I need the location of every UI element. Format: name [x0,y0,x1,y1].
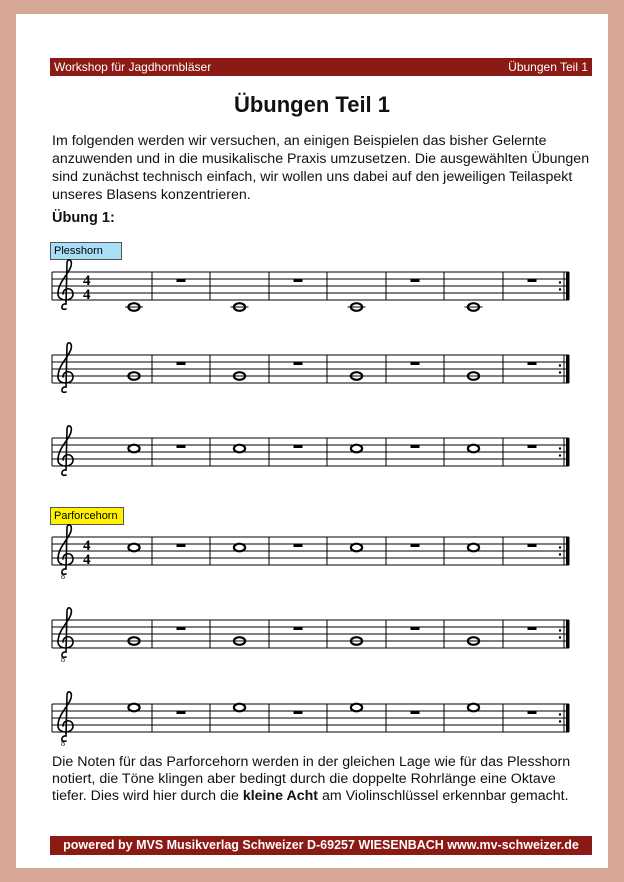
repeat-dot [559,281,561,283]
whole-rest-icon [177,279,186,282]
treble-clef-icon [58,343,73,392]
whole-rest-icon [177,362,186,365]
whole-rest-icon [411,711,420,714]
whole-rest-icon [528,445,537,448]
whole-rest-icon [294,362,303,365]
whole-rest-icon [294,445,303,448]
whole-rest-icon [528,627,537,630]
intro-paragraph: Im folgenden werden wir versuchen, an einigen Beispielen das bisher Gelernte anzuwenden und in die musikalische Praxis umzusetzen. Die ausgewählten Übungen sind zunächst technisch einfach, wir wollen uns dabei auf den jeweiligen Teilaspekt unseres Blasens konzentrieren. [52,133,590,203]
treble-clef-icon [58,608,73,657]
treble-clef-icon [58,260,73,309]
time-signature-top: 4 [83,538,91,554]
whole-note-icon [351,544,362,552]
plesshorn-label: Plesshorn [50,242,122,260]
footer-paragraph [52,754,592,805]
repeat-dot [559,288,561,290]
repeat-dot [559,553,561,555]
treble-clef-icon [58,692,73,741]
whole-note-icon [234,704,245,712]
footer-text-bold: kleine Acht [242,788,318,804]
repeat-dot [559,546,561,548]
whole-note-icon [234,544,245,552]
whole-note-icon [468,544,479,552]
repeat-dot [559,454,561,456]
whole-rest-icon [528,544,537,547]
repeat-dot [559,713,561,715]
whole-note-icon [351,704,362,712]
whole-rest-icon [177,711,186,714]
whole-rest-icon [528,362,537,365]
music-score [16,14,608,868]
time-signature-bottom: 4 [83,287,91,303]
repeat-dot [559,364,561,366]
whole-note-icon [234,445,245,453]
whole-rest-icon [294,544,303,547]
time-signature-bottom: 4 [83,552,91,568]
whole-note-icon [468,704,479,712]
final-thick-bar [566,537,570,565]
exercise-label: Übung 1: [52,210,115,226]
page [16,14,608,868]
final-thick-bar [566,438,570,466]
final-thick-bar [566,272,570,300]
time-signature-top: 4 [83,273,91,289]
repeat-dot [559,629,561,631]
treble-clef-icon [58,525,73,574]
whole-rest-icon [411,544,420,547]
whole-rest-icon [177,627,186,630]
whole-rest-icon [294,627,303,630]
whole-rest-icon [177,445,186,448]
footer-bar: powered by MVS Musikverlag Schweizer D-69257 WIESENBACH www.mv-schweizer.de [50,836,592,855]
repeat-dot [559,720,561,722]
whole-rest-icon [294,711,303,714]
parforcehorn-label: Parforcehorn [50,507,124,525]
whole-rest-icon [411,362,420,365]
treble-clef-icon [58,426,73,475]
whole-rest-icon [177,544,186,547]
octave-mark: 8 [61,572,65,581]
whole-rest-icon [411,279,420,282]
header-section-title: Übungen Teil 1 [508,60,588,74]
repeat-dot [559,371,561,373]
whole-rest-icon [294,279,303,282]
octave-mark: 8 [61,655,65,664]
whole-note-icon [351,445,362,453]
whole-note-icon [128,704,139,712]
repeat-dot [559,636,561,638]
whole-rest-icon [528,279,537,282]
final-thick-bar [566,704,570,732]
final-thick-bar [566,355,570,383]
footer-text-part2: am Violinschlüssel erkennbar gemacht. [318,788,569,804]
whole-note-icon [128,544,139,552]
header-workshop-title: Workshop für Jagdhornbläser [54,60,212,74]
page-title: Übungen Teil 1 [233,92,391,117]
footer-text-part1: Die Noten für das Parforcehorn werden in der gleichen Lage wie für das Plesshorn notiert, die Töne klingen aber bedingt durch die doppelte Rohrlänge eine Oktave tiefer. Dies wird hier durch die [52,754,571,804]
whole-rest-icon [528,711,537,714]
whole-note-icon [468,445,479,453]
whole-rest-icon [411,627,420,630]
octave-mark: 8 [61,739,65,748]
whole-rest-icon [411,445,420,448]
whole-note-icon [128,445,139,453]
repeat-dot [559,447,561,449]
final-thick-bar [566,620,570,648]
